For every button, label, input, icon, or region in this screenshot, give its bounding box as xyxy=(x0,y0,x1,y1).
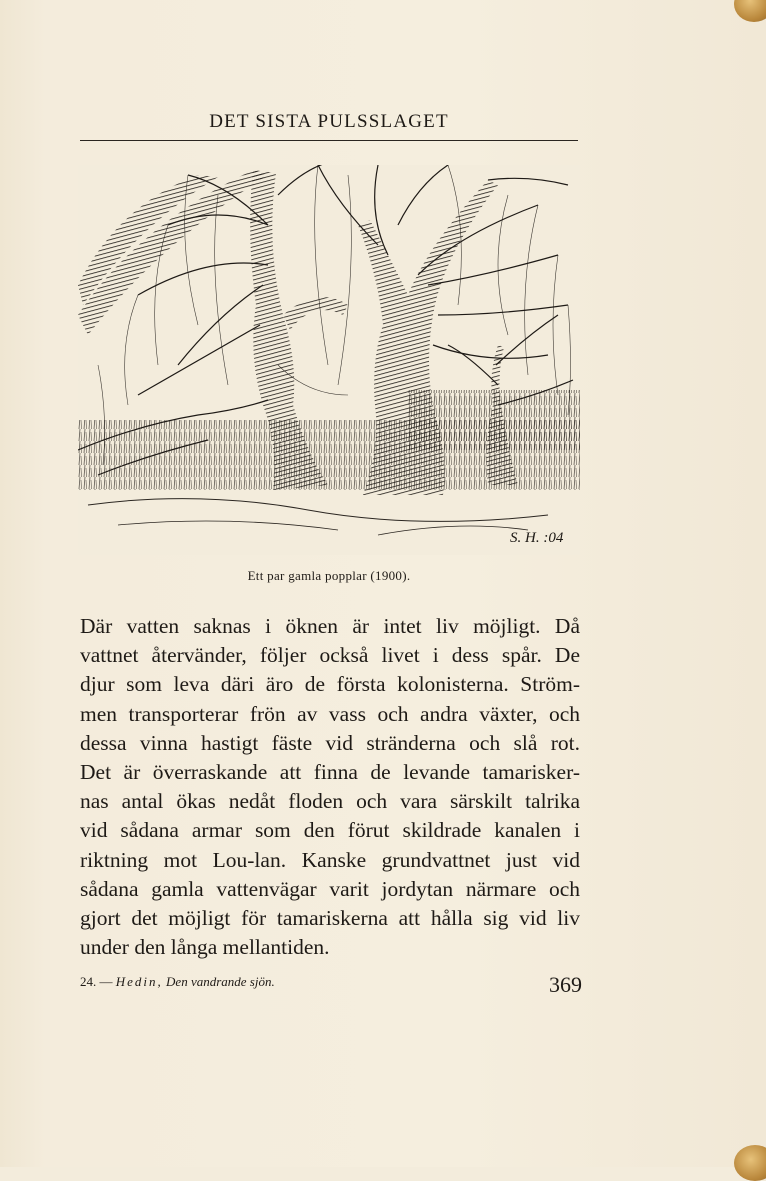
text-line: djur som leva däri äro de första kolonisterna. Ström- xyxy=(80,672,580,697)
text-line: riktning mot Lou-lan. Kanske grundvattnet just vid xyxy=(80,847,580,872)
text-line: vid sådana armar som den förut skildrade kanalen i xyxy=(80,818,580,843)
text-line: under den långa mellantiden. xyxy=(80,935,330,960)
page-corner-tab-bottom xyxy=(734,1145,766,1181)
artist-signature: S. H. :04 xyxy=(510,530,564,546)
body-paragraph xyxy=(80,612,580,962)
text-line: Det är överraskande att finna de levande tamarisker- xyxy=(80,760,580,785)
tree-illustration xyxy=(78,165,580,555)
illustration-caption: Ett par gamla popplar (1900). xyxy=(247,568,411,583)
text-line: nas antal ökas nedåt floden och vara särskilt talrika xyxy=(80,789,580,814)
page-corner-tab-top xyxy=(734,0,766,22)
page-number: 369 xyxy=(549,972,582,997)
text-line: vattnet återvänder, följer också livet i dess spår. De xyxy=(80,643,580,668)
text-line: dessa vinna hastigt fäste vid stränderna och slå rot. xyxy=(80,730,580,755)
running-head: DET SISTA PULSSLAGET xyxy=(209,111,449,132)
footer-book-title: Den vandrande sjön. xyxy=(166,974,275,989)
text-line: gjort det möjligt för tamariskerna att hålla sig vid liv xyxy=(80,906,580,931)
header-rule xyxy=(80,140,578,141)
text-line: Där vatten saknas i öknen är intet liv möjligt. Då xyxy=(80,614,580,638)
footer-signature xyxy=(80,974,275,990)
signature-number: 24. — xyxy=(80,974,113,989)
text-line: men transporterar frön av vass och andra växter, och xyxy=(80,701,580,726)
text-line: sådana gamla vattenvägar varit jordytan närmare och xyxy=(80,876,580,901)
poplar-drawing xyxy=(78,165,580,555)
footer-author: Hedin, xyxy=(115,974,163,989)
